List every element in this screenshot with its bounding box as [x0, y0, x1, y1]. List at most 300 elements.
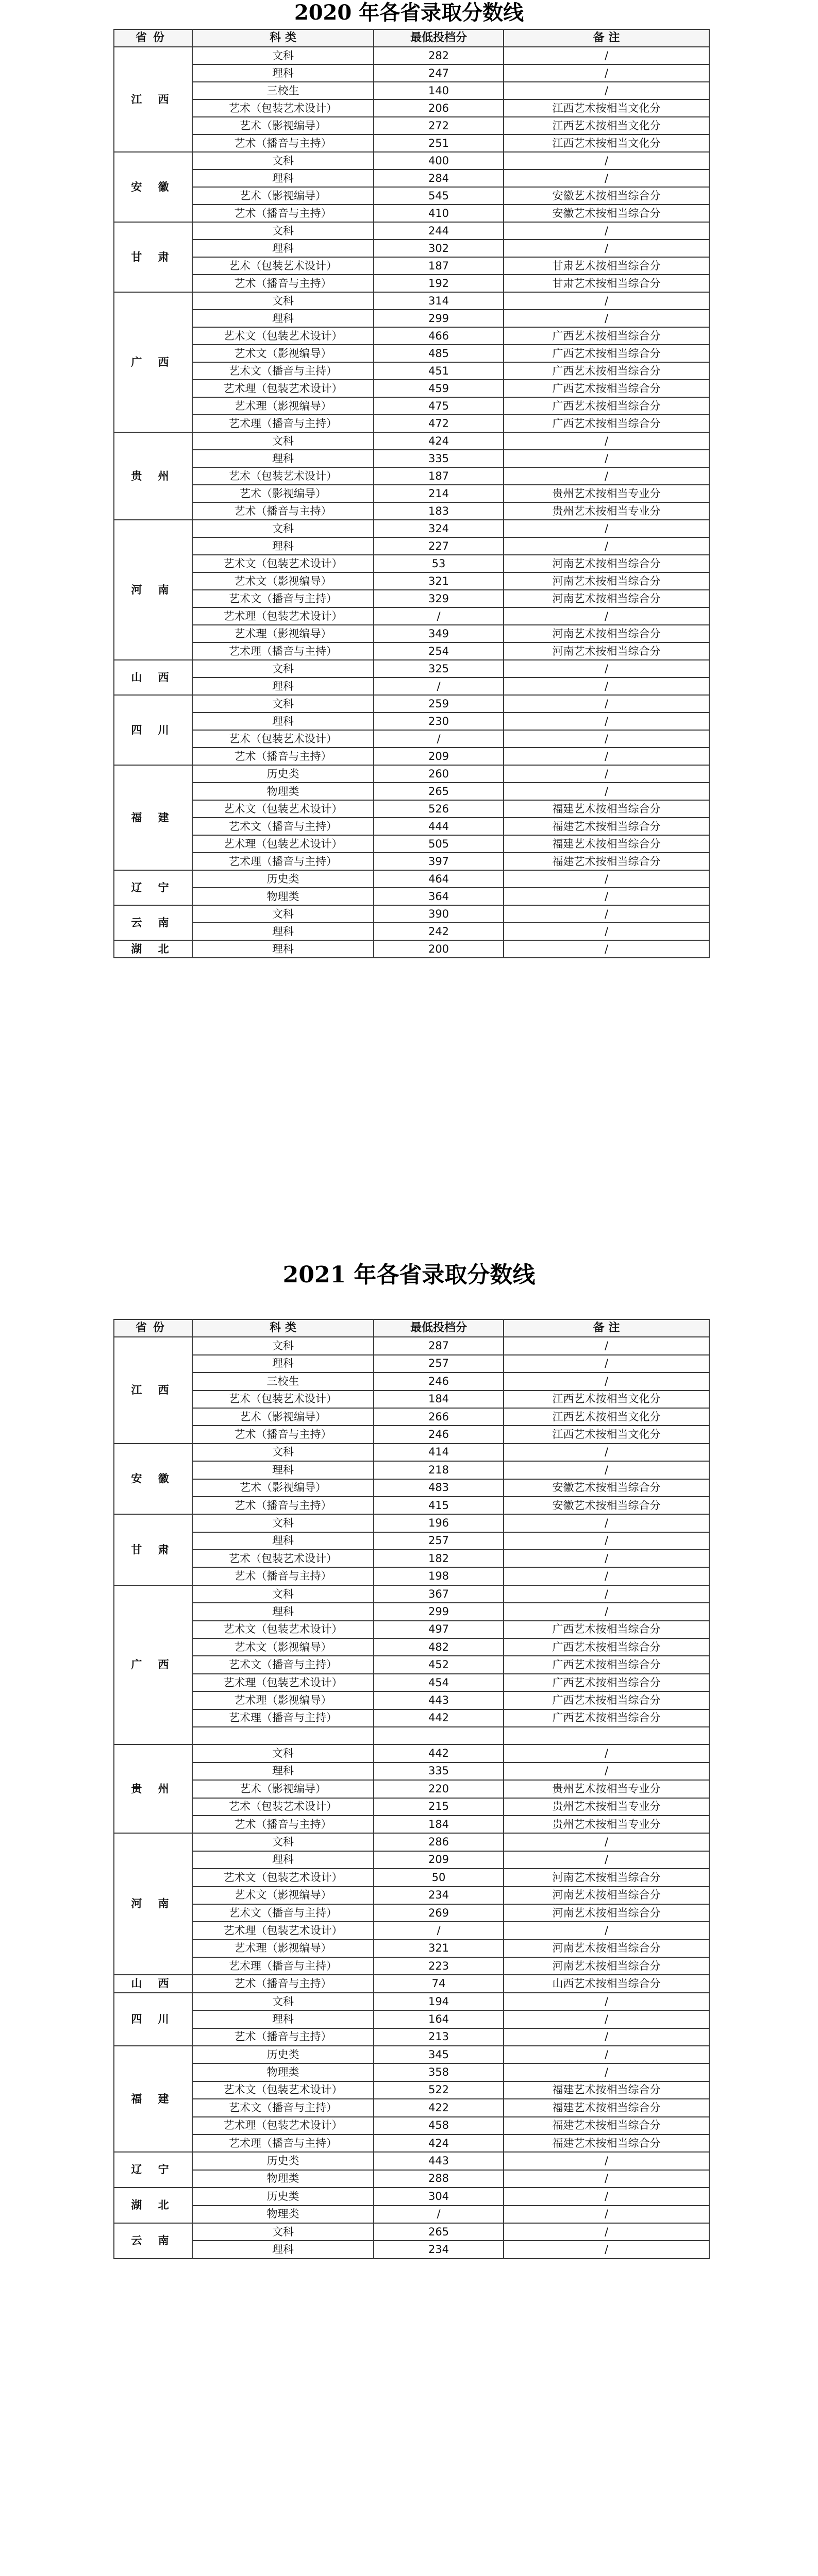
note-cell: 江西艺术按相当文化分: [504, 134, 709, 152]
table-row: [114, 677, 709, 695]
min-score-cell: 213: [374, 2028, 504, 2046]
note-cell: /: [504, 2223, 709, 2241]
province-cell: 辽 宁: [114, 2152, 192, 2188]
subject-cell: 艺术（播音与主持）: [192, 1975, 374, 1992]
note-cell: /: [504, 1444, 709, 1461]
table-row: [114, 2063, 709, 2081]
note-cell: /: [504, 1372, 709, 1390]
min-score-cell: [374, 1727, 504, 1744]
subject-cell: 理科: [192, 1762, 374, 1780]
table-row: [114, 940, 709, 958]
note-cell: 广西艺术按相当综合分: [504, 397, 709, 415]
min-score-cell: 410: [374, 205, 504, 222]
subject-cell: 文科: [192, 1993, 374, 2010]
min-score-cell: 227: [374, 537, 504, 555]
min-score-cell: 302: [374, 240, 504, 257]
table-row: [114, 485, 709, 502]
min-score-cell: 324: [374, 520, 504, 537]
score-table: [113, 1319, 710, 2259]
table-row: [114, 2117, 709, 2134]
subject-cell: 艺术文（播音与主持）: [192, 818, 374, 835]
subject-cell: 理科: [192, 537, 374, 555]
province-cell: 广 西: [114, 1585, 192, 1745]
note-cell: 河南艺术按相当综合分: [504, 1904, 709, 1922]
note-cell: /: [504, 1514, 709, 1532]
subject-cell: 理科: [192, 64, 374, 82]
table-row: [114, 1479, 709, 1497]
note-cell: /: [504, 2046, 709, 2063]
note-cell: 广西艺术按相当综合分: [504, 1709, 709, 1727]
note-cell: 广西艺术按相当综合分: [504, 345, 709, 362]
table-row: [114, 1638, 709, 1656]
subject-cell: 理科: [192, 1355, 374, 1372]
min-score-cell: 215: [374, 1798, 504, 1816]
subject-cell: 艺术理（影视编导）: [192, 1691, 374, 1709]
subject-cell: 理科: [192, 713, 374, 730]
table-row: [114, 1585, 709, 1603]
min-score-cell: 234: [374, 1887, 504, 1904]
min-score-cell: 223: [374, 1957, 504, 1975]
subject-cell: 艺术（播音与主持）: [192, 1497, 374, 1514]
note-cell: /: [504, 82, 709, 99]
note-cell: 河南艺术按相当综合分: [504, 555, 709, 572]
min-score-cell: 424: [374, 432, 504, 450]
note-cell: 河南艺术按相当综合分: [504, 1887, 709, 1904]
min-score-cell: 214: [374, 485, 504, 502]
subject-cell: 文科: [192, 292, 374, 310]
note-cell: 河南艺术按相当综合分: [504, 1869, 709, 1886]
table-row: [114, 1408, 709, 1426]
table-row: [114, 2223, 709, 2241]
table-row: [114, 1497, 709, 1514]
note-cell: /: [504, 1851, 709, 1869]
subject-cell: 文科: [192, 432, 374, 450]
table-row: [114, 713, 709, 730]
subject-cell: 文科: [192, 222, 374, 240]
subject-cell: 艺术（播音与主持）: [192, 502, 374, 520]
table-row: [114, 1744, 709, 1762]
header-province: 省份: [114, 29, 192, 47]
min-score-cell: 443: [374, 1691, 504, 1709]
min-score-cell: 390: [374, 905, 504, 923]
province-cell: 四 川: [114, 1993, 192, 2046]
subject-cell: [192, 1727, 374, 1744]
subject-cell: 文科: [192, 1833, 374, 1851]
table-row: [114, 432, 709, 450]
note-cell: 福建艺术按相当综合分: [504, 853, 709, 870]
subject-cell: 艺术理（播音与主持）: [192, 1957, 374, 1975]
subject-cell: 文科: [192, 2223, 374, 2241]
table-row: [114, 572, 709, 590]
table-row: [114, 1904, 709, 1922]
table-row: [114, 1887, 709, 1904]
table-row: [114, 520, 709, 537]
note-cell: /: [504, 64, 709, 82]
min-score-cell: 335: [374, 1762, 504, 1780]
province-cell: 湖 北: [114, 2188, 192, 2223]
table-row: [114, 1798, 709, 1816]
min-score-cell: 218: [374, 1461, 504, 1479]
subject-cell: 艺术文（影视编导）: [192, 572, 374, 590]
table-row: [114, 2028, 709, 2046]
subject-cell: 物理类: [192, 783, 374, 800]
province-cell: 湖 北: [114, 940, 192, 958]
min-score-cell: 254: [374, 642, 504, 660]
table-row: [114, 152, 709, 170]
subject-cell: 艺术文（播音与主持）: [192, 590, 374, 607]
note-cell: /: [504, 1585, 709, 1603]
min-score-cell: 183: [374, 502, 504, 520]
table-row: [114, 134, 709, 152]
min-score-cell: 483: [374, 1479, 504, 1497]
table-row: [114, 2099, 709, 2116]
subject-cell: 艺术（播音与主持）: [192, 748, 374, 765]
table-row: [114, 1993, 709, 2010]
note-cell: /: [504, 450, 709, 467]
subject-cell: 艺术文（播音与主持）: [192, 1904, 374, 1922]
subject-cell: 艺术文（播音与主持）: [192, 2099, 374, 2116]
min-score-cell: 367: [374, 1585, 504, 1603]
subject-cell: 艺术文（播音与主持）: [192, 1656, 374, 1673]
subject-cell: 物理类: [192, 888, 374, 905]
table-row: [114, 642, 709, 660]
table-row: [114, 905, 709, 923]
min-score-cell: 192: [374, 275, 504, 292]
table-row: [114, 1851, 709, 1869]
subject-cell: 理科: [192, 2010, 374, 2028]
province-cell: 河 南: [114, 520, 192, 660]
subject-cell: 艺术理（包装艺术设计）: [192, 1922, 374, 1939]
min-score-cell: /: [374, 730, 504, 748]
subject-cell: 艺术（影视编导）: [192, 1408, 374, 1426]
table-row: [114, 205, 709, 222]
table-row: [114, 1957, 709, 1975]
min-score-cell: 345: [374, 2046, 504, 2063]
note-cell: /: [504, 2188, 709, 2205]
header-note: 备 注: [504, 1319, 709, 1337]
table-row: [114, 257, 709, 275]
min-score-cell: /: [374, 607, 504, 625]
min-score-cell: 244: [374, 222, 504, 240]
note-cell: /: [504, 677, 709, 695]
min-score-cell: 266: [374, 1408, 504, 1426]
table-row: [114, 1674, 709, 1691]
table-row: [114, 765, 709, 783]
table-row: [114, 2241, 709, 2258]
note-cell: 山西艺术按相当综合分: [504, 1975, 709, 1992]
subject-cell: 艺术（影视编导）: [192, 1479, 374, 1497]
min-score-cell: 475: [374, 397, 504, 415]
min-score-cell: 260: [374, 765, 504, 783]
min-score-cell: 182: [374, 1550, 504, 1567]
note-cell: 广西艺术按相当综合分: [504, 1621, 709, 1638]
min-score-cell: 269: [374, 1904, 504, 1922]
table-row: [114, 1727, 709, 1744]
min-score-cell: 325: [374, 660, 504, 677]
min-score-cell: 464: [374, 870, 504, 888]
min-score-cell: 526: [374, 800, 504, 818]
note-cell: /: [504, 783, 709, 800]
note-cell: 江西艺术按相当文化分: [504, 117, 709, 134]
min-score-cell: 458: [374, 2117, 504, 2134]
min-score-cell: 288: [374, 2170, 504, 2188]
table-row: [114, 47, 709, 64]
min-score-cell: 358: [374, 2063, 504, 2081]
min-score-cell: 194: [374, 1993, 504, 2010]
subject-cell: 艺术文（包装艺术设计）: [192, 555, 374, 572]
province-cell: 安 徽: [114, 1444, 192, 1515]
subject-cell: 文科: [192, 1444, 374, 1461]
min-score-cell: 299: [374, 310, 504, 327]
table-row: [114, 1780, 709, 1798]
note-cell: /: [504, 152, 709, 170]
note-cell: 江西艺术按相当文化分: [504, 99, 709, 117]
subject-cell: 艺术（包装艺术设计）: [192, 1550, 374, 1567]
min-score-cell: /: [374, 677, 504, 695]
table-row: [114, 625, 709, 642]
table-row: [114, 1532, 709, 1550]
table-row: [114, 1444, 709, 1461]
table-row: [114, 1461, 709, 1479]
min-score-cell: 304: [374, 2188, 504, 2205]
min-score-cell: 424: [374, 2134, 504, 2152]
score-table: [113, 29, 710, 958]
table-row: [114, 870, 709, 888]
note-cell: 江西艺术按相当文化分: [504, 1391, 709, 1408]
min-score-cell: 187: [374, 257, 504, 275]
subject-cell: 艺术（包装艺术设计）: [192, 1798, 374, 1816]
note-cell: /: [504, 940, 709, 958]
note-cell: /: [504, 2010, 709, 2028]
note-cell: 安徽艺术按相当综合分: [504, 1497, 709, 1514]
min-score-cell: 497: [374, 1621, 504, 1638]
table-row: [114, 450, 709, 467]
table-row: [114, 1550, 709, 1567]
table-row: [114, 555, 709, 572]
subject-cell: 艺术理（播音与主持）: [192, 2134, 374, 2152]
subject-cell: 艺术（影视编导）: [192, 485, 374, 502]
note-cell: 广西艺术按相当综合分: [504, 415, 709, 432]
subject-cell: 艺术理（影视编导）: [192, 397, 374, 415]
note-cell: /: [504, 1762, 709, 1780]
min-score-cell: 422: [374, 2099, 504, 2116]
section-title: 2021 年各省录取分数线: [282, 1262, 536, 1288]
subject-cell: 理科: [192, 450, 374, 467]
table-row: [114, 835, 709, 853]
min-score-cell: 349: [374, 625, 504, 642]
table-row: [114, 783, 709, 800]
min-score-cell: 442: [374, 1709, 504, 1727]
min-score-cell: 206: [374, 99, 504, 117]
note-cell: /: [504, 1532, 709, 1550]
subject-cell: 艺术理（播音与主持）: [192, 642, 374, 660]
min-score-cell: 259: [374, 695, 504, 713]
table-row: [114, 1816, 709, 1833]
note-cell: 贵州艺术按相当专业分: [504, 1780, 709, 1798]
table-header-row: [114, 1319, 709, 1337]
table-row: [114, 1691, 709, 1709]
min-score-cell: 140: [374, 82, 504, 99]
subject-cell: 艺术（包装艺术设计）: [192, 467, 374, 485]
note-cell: 广西艺术按相当综合分: [504, 1656, 709, 1673]
table-row: [114, 362, 709, 380]
note-cell: /: [504, 2170, 709, 2188]
min-score-cell: 321: [374, 572, 504, 590]
note-cell: /: [504, 537, 709, 555]
min-score-cell: 187: [374, 467, 504, 485]
min-score-cell: 459: [374, 380, 504, 397]
note-cell: /: [504, 2063, 709, 2081]
province-cell: 安 徽: [114, 152, 192, 222]
note-cell: [504, 1727, 709, 1744]
table-row: [114, 2206, 709, 2223]
subject-cell: 艺术理（影视编导）: [192, 625, 374, 642]
province-cell: 辽 宁: [114, 870, 192, 905]
note-cell: /: [504, 870, 709, 888]
province-cell: 福 建: [114, 765, 192, 870]
table-row: [114, 467, 709, 485]
table-row: [114, 818, 709, 835]
subject-cell: 艺术（播音与主持）: [192, 1816, 374, 1833]
note-cell: /: [504, 1744, 709, 1762]
table-row: [114, 397, 709, 415]
note-cell: 贵州艺术按相当专业分: [504, 1816, 709, 1833]
table-row: [114, 888, 709, 905]
subject-cell: 艺术文（包装艺术设计）: [192, 2081, 374, 2099]
note-cell: 甘肃艺术按相当综合分: [504, 275, 709, 292]
note-cell: /: [504, 660, 709, 677]
subject-cell: 文科: [192, 695, 374, 713]
note-cell: /: [504, 292, 709, 310]
note-cell: /: [504, 607, 709, 625]
subject-cell: 艺术（播音与主持）: [192, 275, 374, 292]
note-cell: /: [504, 170, 709, 187]
subject-cell: 艺术理（播音与主持）: [192, 1709, 374, 1727]
table-row: [114, 415, 709, 432]
min-score-cell: 200: [374, 940, 504, 958]
table-row: [114, 170, 709, 187]
min-score-cell: 452: [374, 1656, 504, 1673]
min-score-cell: 522: [374, 2081, 504, 2099]
subject-cell: 理科: [192, 923, 374, 940]
note-cell: 贵州艺术按相当专业分: [504, 1798, 709, 1816]
min-score-cell: 466: [374, 327, 504, 345]
subject-cell: 历史类: [192, 870, 374, 888]
table-row: [114, 345, 709, 362]
table-row: [114, 275, 709, 292]
note-cell: 广西艺术按相当综合分: [504, 1638, 709, 1656]
table-row: [114, 1833, 709, 1851]
note-cell: 广西艺术按相当综合分: [504, 1674, 709, 1691]
subject-cell: 历史类: [192, 2046, 374, 2063]
subject-cell: 艺术理（包装艺术设计）: [192, 2117, 374, 2134]
province-cell: 甘 肃: [114, 222, 192, 292]
min-score-cell: 454: [374, 1674, 504, 1691]
note-cell: /: [504, 240, 709, 257]
province-cell: 广 西: [114, 292, 192, 432]
table-row: [114, 240, 709, 257]
note-cell: 广西艺术按相当综合分: [504, 327, 709, 345]
table-header-row: [114, 29, 709, 47]
subject-cell: 艺术文（播音与主持）: [192, 362, 374, 380]
min-score-cell: 472: [374, 415, 504, 432]
note-cell: /: [504, 47, 709, 64]
table-row: [114, 607, 709, 625]
note-cell: /: [504, 1550, 709, 1567]
table-row: [114, 800, 709, 818]
min-score-cell: 246: [374, 1372, 504, 1390]
subject-cell: 理科: [192, 240, 374, 257]
min-score-cell: 164: [374, 2010, 504, 2028]
table-row: [114, 2046, 709, 2063]
min-score-cell: /: [374, 2206, 504, 2223]
table-row: [114, 590, 709, 607]
min-score-cell: 209: [374, 1851, 504, 1869]
min-score-cell: /: [374, 1922, 504, 1939]
subject-cell: 艺术文（影视编导）: [192, 345, 374, 362]
subject-cell: 艺术理（播音与主持）: [192, 415, 374, 432]
note-cell: /: [504, 2206, 709, 2223]
note-cell: 福建艺术按相当综合分: [504, 835, 709, 853]
table-row: [114, 2134, 709, 2152]
subject-cell: 文科: [192, 660, 374, 677]
min-score-cell: 265: [374, 2223, 504, 2241]
header-province: 省份: [114, 1319, 192, 1337]
min-score-cell: 443: [374, 2152, 504, 2170]
note-cell: 安徽艺术按相当综合分: [504, 205, 709, 222]
min-score-cell: 364: [374, 888, 504, 905]
note-cell: 贵州艺术按相当专业分: [504, 502, 709, 520]
table-row: [114, 1922, 709, 1939]
note-cell: 安徽艺术按相当综合分: [504, 187, 709, 205]
table-row: [114, 923, 709, 940]
note-cell: /: [504, 730, 709, 748]
note-cell: /: [504, 713, 709, 730]
subject-cell: 理科: [192, 677, 374, 695]
note-cell: /: [504, 467, 709, 485]
note-cell: 河南艺术按相当综合分: [504, 1957, 709, 1975]
table-row: [114, 502, 709, 520]
province-cell: 河 南: [114, 1833, 192, 1975]
subject-cell: 艺术理（包装艺术设计）: [192, 380, 374, 397]
note-cell: 甘肃艺术按相当综合分: [504, 257, 709, 275]
subject-cell: 艺术理（包装艺术设计）: [192, 607, 374, 625]
table-row: [114, 222, 709, 240]
min-score-cell: 220: [374, 1780, 504, 1798]
subject-cell: 历史类: [192, 2152, 374, 2170]
table-row: [114, 853, 709, 870]
note-cell: /: [504, 432, 709, 450]
subject-cell: 理科: [192, 1851, 374, 1869]
min-score-cell: 329: [374, 590, 504, 607]
note-cell: 河南艺术按相当综合分: [504, 1940, 709, 1957]
table-row: [114, 1762, 709, 1780]
note-cell: /: [504, 1833, 709, 1851]
table-row: [114, 1514, 709, 1532]
min-score-cell: 451: [374, 362, 504, 380]
table-row: [114, 1975, 709, 1992]
note-cell: /: [504, 695, 709, 713]
min-score-cell: 196: [374, 1514, 504, 1532]
subject-cell: 文科: [192, 1744, 374, 1762]
subject-cell: 艺术（播音与主持）: [192, 1567, 374, 1585]
header-min-score: 最低投档分: [374, 29, 504, 47]
table-row: [114, 2010, 709, 2028]
subject-cell: 艺术（播音与主持）: [192, 2028, 374, 2046]
table-row: [114, 1355, 709, 1372]
note-cell: 福建艺术按相当综合分: [504, 800, 709, 818]
subject-cell: 文科: [192, 1337, 374, 1354]
